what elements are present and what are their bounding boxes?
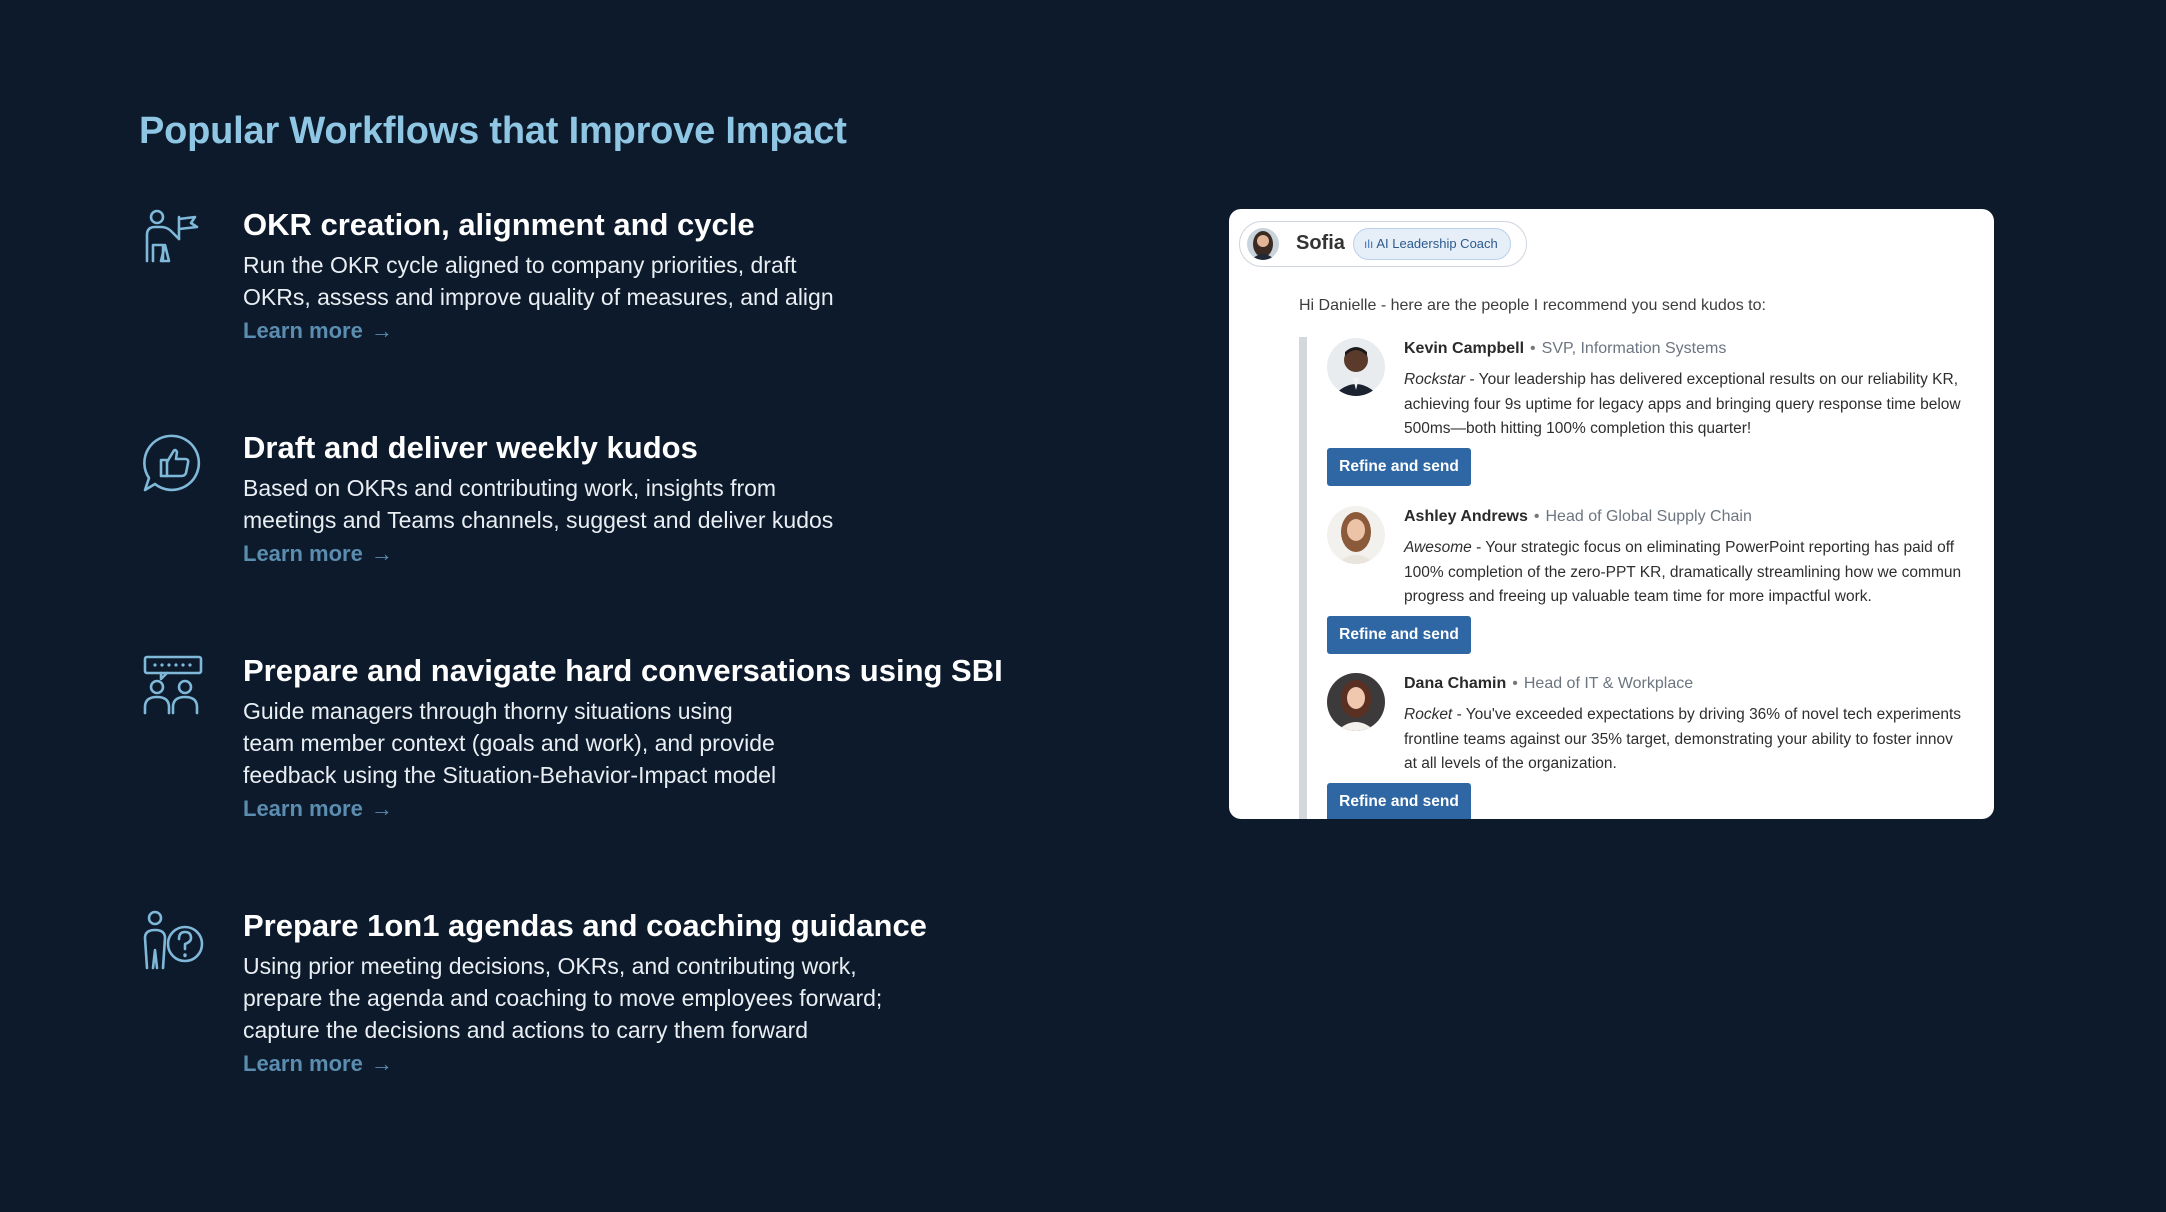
- workflow-title: Draft and deliver weekly kudos: [243, 430, 698, 465]
- arrow-right-icon: →: [370, 796, 393, 821]
- learn-more-label: Learn more: [243, 318, 363, 343]
- learn-more-label: Learn more: [243, 541, 363, 566]
- agent-header[interactable]: [1239, 221, 1527, 267]
- workflow-title: OKR creation, alignment and cycle: [243, 207, 755, 242]
- workflow-title: Prepare and navigate hard conversations using SBI: [243, 653, 1003, 688]
- person-role: SVP, Information Systems: [1541, 340, 1727, 357]
- learn-more-link[interactable]: [243, 796, 393, 822]
- chat-greeting: Hi Danielle - here are the people I recommend you send kudos to:: [1299, 297, 1766, 314]
- person-name: Kevin Campbell: [1404, 340, 1525, 357]
- recommendation-header: [1404, 508, 1752, 526]
- learn-more-link[interactable]: [243, 541, 393, 567]
- kudos-line: Your leadership has delivered exceptional results on our reliability KR,: [1478, 371, 1959, 388]
- workflow-description: Based on OKRs and contributing work, insights from meetings and Teams channels, suggest and deliver kudos: [243, 475, 834, 533]
- refine-and-send-button[interactable]: Refine and send: [1327, 448, 1471, 486]
- kudos-chat-card: [1229, 209, 1994, 819]
- kudos-type: Rockstar: [1404, 371, 1466, 388]
- agent-name: Sofia: [1296, 232, 1345, 254]
- kudos-line: You've exceeded expectations by driving 36% of novel tech experiments: [1465, 706, 1962, 723]
- learn-more-label: Learn more: [243, 1051, 363, 1076]
- conversation-people-icon: [139, 651, 209, 721]
- kudos-line: achieving four 9s uptime for legacy apps and bringing query response time below: [1404, 395, 1961, 413]
- kudos-type: Rocket: [1404, 706, 1453, 723]
- refine-and-send-button[interactable]: Refine and send: [1327, 783, 1471, 819]
- agent-badge-label: AI Leadership Coach: [1376, 236, 1498, 251]
- thread-bar: [1299, 337, 1307, 819]
- kudos-message: [1404, 536, 1994, 610]
- kudos-line: 100% completion of the zero-PPT KR, dramatically streamlining how we commun: [1404, 563, 1962, 581]
- person-name: Dana Chamin: [1404, 675, 1507, 692]
- arrow-right-icon: →: [370, 318, 393, 343]
- kudos-line: 500ms—both hitting 100% completion this quarter!: [1404, 420, 1752, 437]
- avatar: [1327, 673, 1385, 731]
- agent-avatar: [1247, 228, 1279, 260]
- avatar: [1327, 506, 1385, 564]
- thumbs-up-chat-icon: [139, 428, 209, 498]
- bar-chart-icon: ılı: [1364, 237, 1374, 251]
- kudos-message: [1404, 368, 1994, 442]
- kudos-line: progress and freeing up valuable team time for more impactful work.: [1404, 588, 1872, 605]
- kudos-message: [1404, 703, 1994, 777]
- arrow-right-icon: →: [370, 541, 393, 566]
- kudos-line: at all levels of the organization.: [1404, 755, 1617, 772]
- agent-badge: [1353, 228, 1511, 260]
- learn-more-label: Learn more: [243, 796, 363, 821]
- person-question-icon: [139, 906, 209, 976]
- workflow-description: Run the OKR cycle aligned to company priorities, draft OKRs, assess and improve quality of measures, and align: [243, 252, 834, 310]
- workflow-description: Guide managers through thorny situations using team member context (goals and work), and provide feedback using the Situation-Behavior-Impact model: [243, 698, 777, 788]
- dash: -: [1476, 539, 1482, 556]
- goal-flag-person-icon: [139, 205, 209, 275]
- recommendation-header: [1404, 340, 1726, 358]
- dash: -: [1469, 371, 1475, 388]
- kudos-type: Awesome: [1404, 539, 1472, 556]
- separator: •: [1530, 340, 1536, 357]
- recommendation-header: [1404, 675, 1693, 693]
- workflow-description: Using prior meeting decisions, OKRs, and contributing work, prepare the agenda and coaching to move employees forward; capture the decisions and actions to carry them forward: [243, 953, 883, 1043]
- arrow-right-icon: →: [370, 1051, 393, 1076]
- learn-more-link[interactable]: [243, 318, 393, 344]
- person-role: Head of Global Supply Chain: [1545, 508, 1752, 525]
- dash: -: [1456, 706, 1462, 723]
- kudos-line: Your strategic focus on eliminating PowerPoint reporting has paid off: [1485, 539, 1955, 556]
- separator: •: [1533, 508, 1540, 525]
- kudos-line: frontline teams against our 35% target, demonstrating your ability to foster innov: [1404, 730, 1953, 748]
- page-title: Popular Workflows that Improve Impact: [139, 110, 847, 152]
- avatar: [1327, 338, 1385, 396]
- learn-more-link[interactable]: [243, 1051, 393, 1077]
- refine-and-send-button[interactable]: Refine and send: [1327, 616, 1471, 654]
- workflow-title: Prepare 1on1 agendas and coaching guidance: [243, 908, 927, 943]
- separator: •: [1512, 675, 1518, 692]
- person-name: Ashley Andrews: [1404, 508, 1528, 525]
- person-role: Head of IT & Workplace: [1523, 675, 1694, 692]
